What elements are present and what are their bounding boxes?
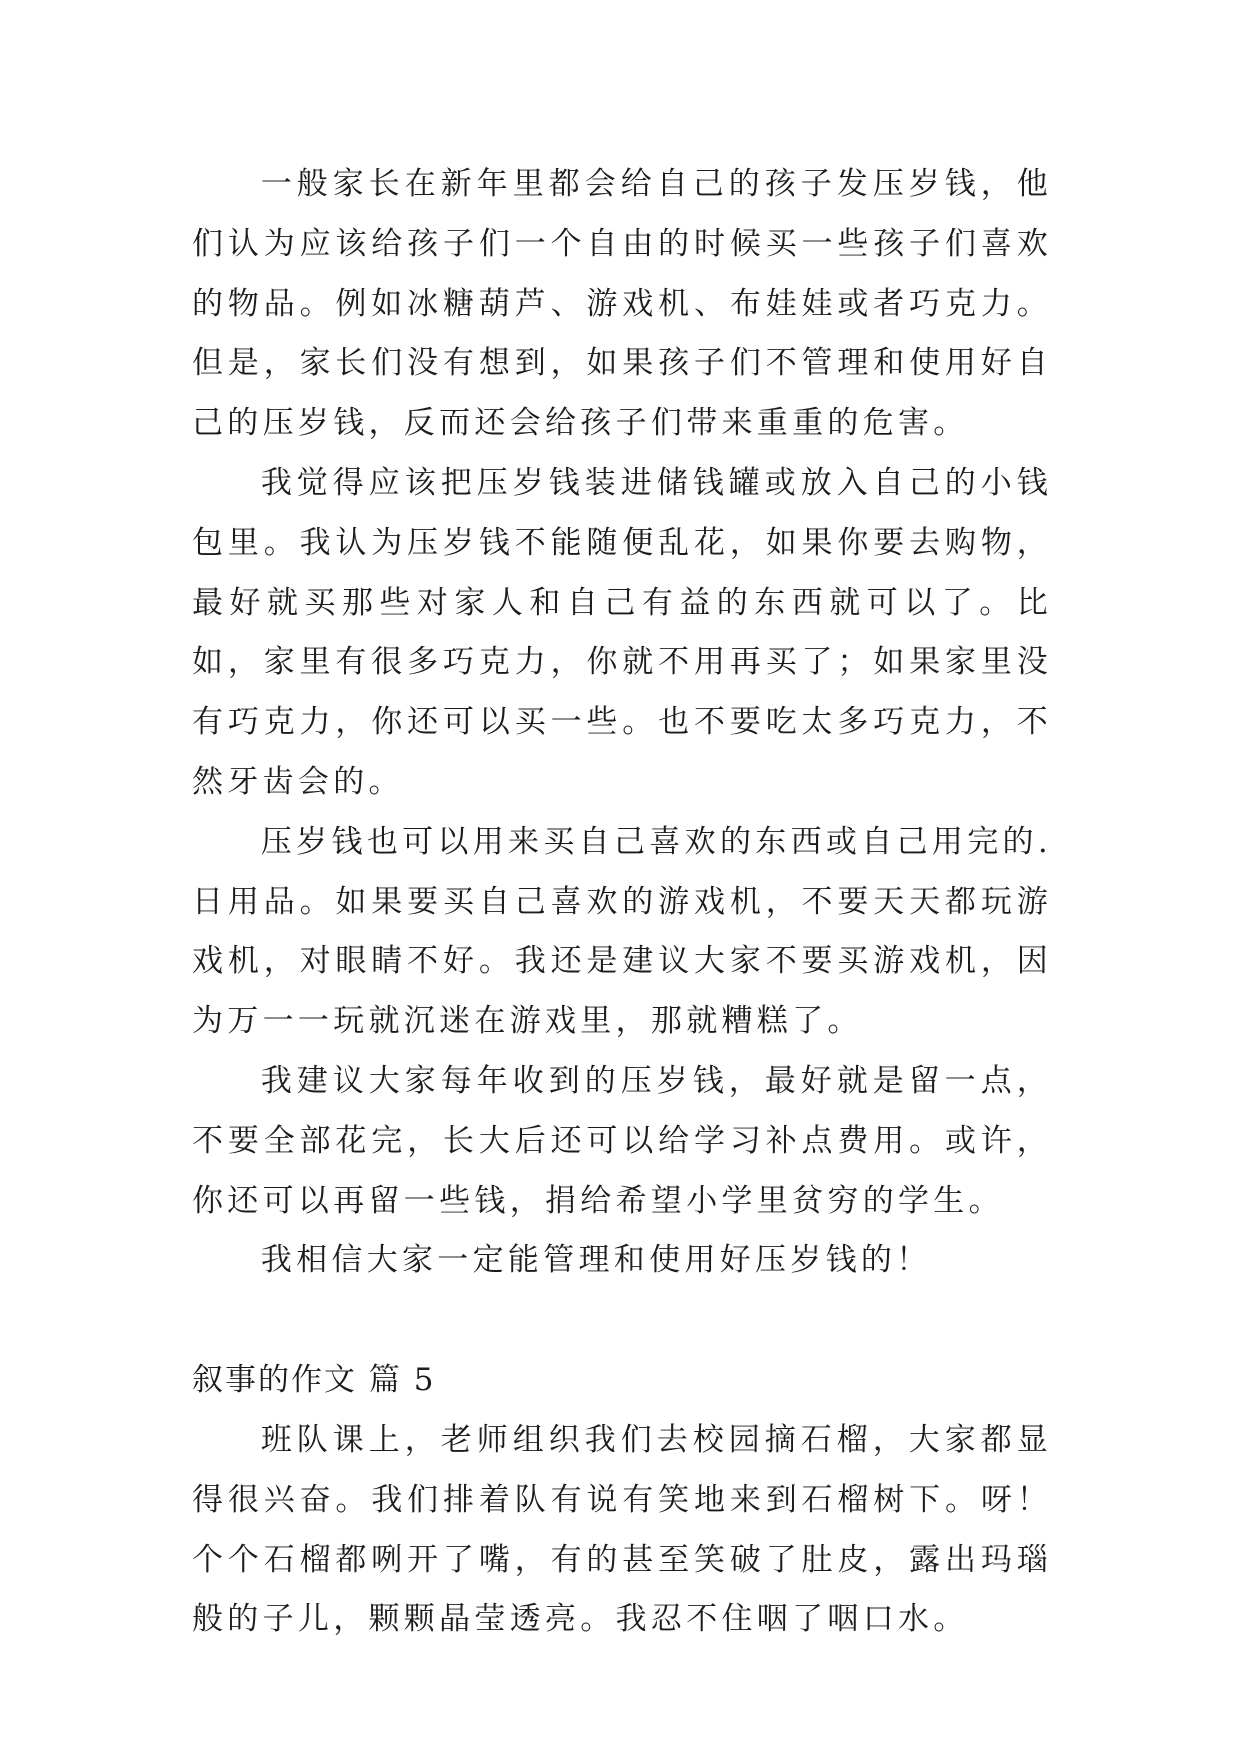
document-body (192, 155, 1052, 1650)
paragraph: 压岁钱也可以用来买自己喜欢的东西或自己用完的.日用品。如果要买自己喜欢的游戏机，不要天天都玩游戏机，对眼睛不好。我还是建议大家不要买游戏机，因为万一一玩就沉迷在游戏里，那就糟糕了。 (192, 823, 1052, 1040)
paragraph: 一般家长在新年里都会给自己的孩子发压岁钱，他们认为应该给孩子们一个自由的时候买一些孩子们喜欢的物品。例如冰糖葫芦、游戏机、布娃娃或者巧克力。但是，家长们没有想到，如果孩子们不管理和使用好自己的压岁钱，反而还会给孩子们带来重重的危害。 (192, 166, 1052, 442)
paragraph: 班队课上，老师组织我们去校园摘石榴，大家都显得很兴奋。我们排着队有说有笑地来到石榴树下。呀！个个石榴都咧开了嘴，有的甚至笑破了肚皮，露出玛瑙般的子儿，颗颗晶莹透亮。我忍不住咽了咽口水。 (192, 1421, 1052, 1638)
paragraph: 我建议大家每年收到的压岁钱，最好就是留一点，不要全部花完，长大后还可以给学习补点费用。或许，你还可以再留一些钱，捐给希望小学里贫穷的学生。 (192, 1062, 1052, 1219)
paragraph: 我觉得应该把压岁钱装进储钱罐或放入自己的小钱包里。我认为压岁钱不能随便乱花，如果你要去购物，最好就买那些对家人和自己有益的东西就可以了。比如，家里有很多巧克力，你就不用再买了；如果家里没有巧克力，你还可以买一些。也不要吃太多巧克力，不然牙齿会的。 (192, 464, 1052, 800)
section-heading: 叙事的作文 篇 5 (192, 1362, 436, 1399)
paragraph: 我相信大家一定能管理和使用好压岁钱的！ (260, 1242, 932, 1279)
